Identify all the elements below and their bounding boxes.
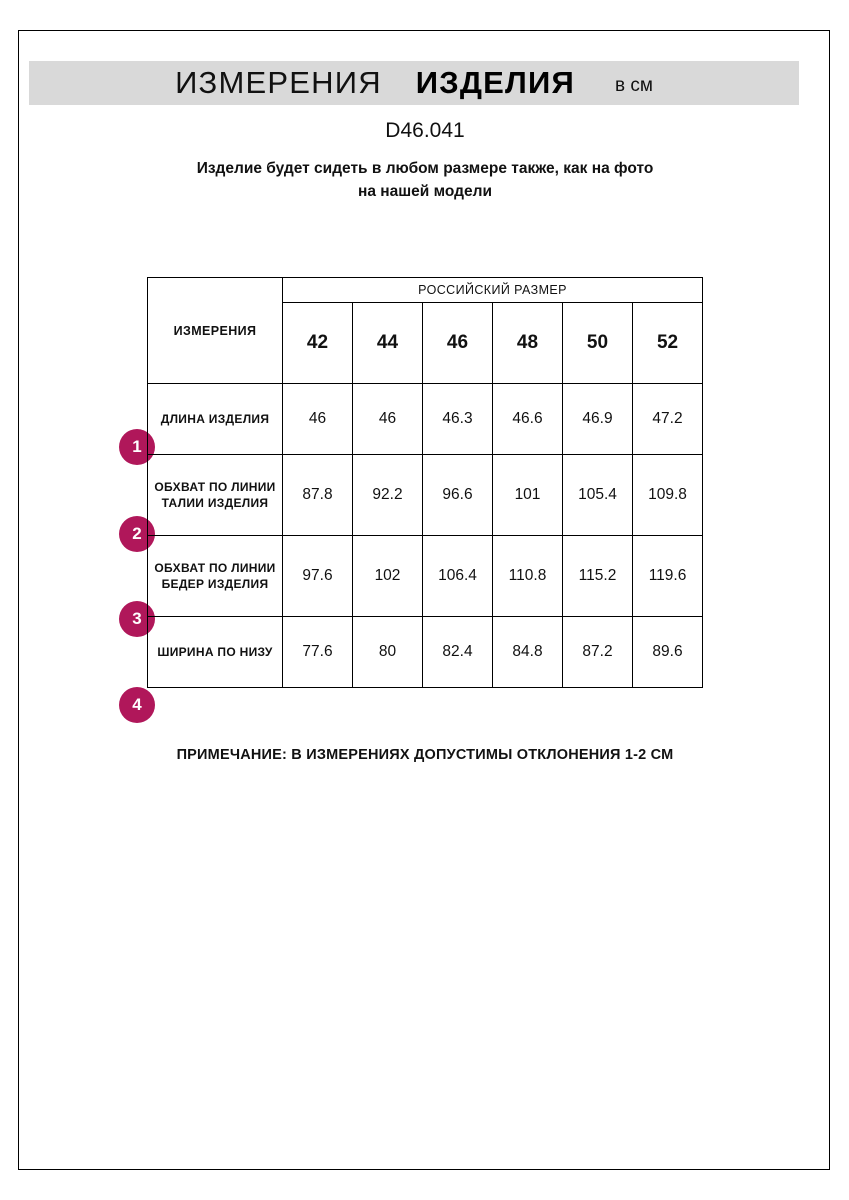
row-badge-3: 3 (119, 601, 155, 637)
title-units: в см (614, 75, 653, 96)
cell-r4-c50: 87.2 (563, 617, 633, 688)
cell-r1-c46: 46.3 (423, 384, 493, 455)
header-size-50: 50 (563, 303, 633, 384)
cell-r2-c46: 96.6 (423, 455, 493, 536)
header-measurements: ИЗМЕРЕНИЯ (148, 278, 283, 384)
article-code: D46.041 (385, 119, 465, 142)
row-badge-1: 1 (119, 429, 155, 465)
cell-r1-c50: 46.9 (563, 384, 633, 455)
cell-r1-c42: 46 (283, 384, 353, 455)
table-row (148, 536, 703, 617)
cell-r2-c44: 92.2 (353, 455, 423, 536)
fit-note (125, 157, 725, 204)
fit-note-line-2: на нашей модели (357, 183, 492, 201)
header-size-42: 42 (283, 303, 353, 384)
row-label-4: ШИРИНА ПО НИЗУ (148, 617, 283, 688)
cell-r2-c52: 109.8 (633, 455, 703, 536)
row-badge-2: 2 (119, 516, 155, 552)
page-border (18, 30, 830, 1170)
cell-r4-c42: 77.6 (283, 617, 353, 688)
cell-r3-c48: 110.8 (493, 536, 563, 617)
header-size-44: 44 (353, 303, 423, 384)
table-row (148, 455, 703, 536)
cell-r2-c50: 105.4 (563, 455, 633, 536)
row-badge-4: 4 (119, 687, 155, 723)
cell-r4-c48: 84.8 (493, 617, 563, 688)
cell-r1-c48: 46.6 (493, 384, 563, 455)
cell-r4-c46: 82.4 (423, 617, 493, 688)
header-size-52: 52 (633, 303, 703, 384)
row-label-2: ОБХВАТ ПО ЛИНИИ ТАЛИИ ИЗДЕЛИЯ (148, 455, 283, 536)
cell-r3-c46: 106.4 (423, 536, 493, 617)
header-size-48: 48 (493, 303, 563, 384)
page-title (29, 61, 799, 105)
cell-r3-c44: 102 (353, 536, 423, 617)
cell-r3-c50: 115.2 (563, 536, 633, 617)
footnote: ПРИМЕЧАНИЕ: В ИЗМЕРЕНИЯХ ДОПУСТИМЫ ОТКЛОНЕНИЯ 1-2 СМ (176, 747, 674, 763)
cell-r2-c48: 101 (493, 455, 563, 536)
cell-r3-c42: 97.6 (283, 536, 353, 617)
header-russian-size: РОССИЙСКИЙ РАЗМЕР (283, 278, 703, 303)
size-table-wrapper (147, 277, 702, 688)
cell-r4-c52: 89.6 (633, 617, 703, 688)
cell-r1-c44: 46 (353, 384, 423, 455)
fit-note-line-1: Изделие будет сидеть в любом размере также, как на фото (196, 160, 654, 177)
row-label-1: ДЛИНА ИЗДЕЛИЯ (148, 384, 283, 455)
header-size-46: 46 (423, 303, 493, 384)
row-label-3: ОБХВАТ ПО ЛИНИИ БЕДЕР ИЗДЕЛИЯ (148, 536, 283, 617)
table-row (148, 384, 703, 455)
cell-r1-c52: 47.2 (633, 384, 703, 455)
cell-r2-c42: 87.8 (283, 455, 353, 536)
table-row (148, 617, 703, 688)
size-table (147, 277, 703, 688)
title-word-garment: ИЗДЕЛИЯ (415, 65, 575, 100)
cell-r4-c44: 80 (353, 617, 423, 688)
table-group-header-row (148, 278, 703, 303)
cell-r3-c52: 119.6 (633, 536, 703, 617)
title-word-measurements: ИЗМЕРЕНИЯ (175, 65, 382, 100)
